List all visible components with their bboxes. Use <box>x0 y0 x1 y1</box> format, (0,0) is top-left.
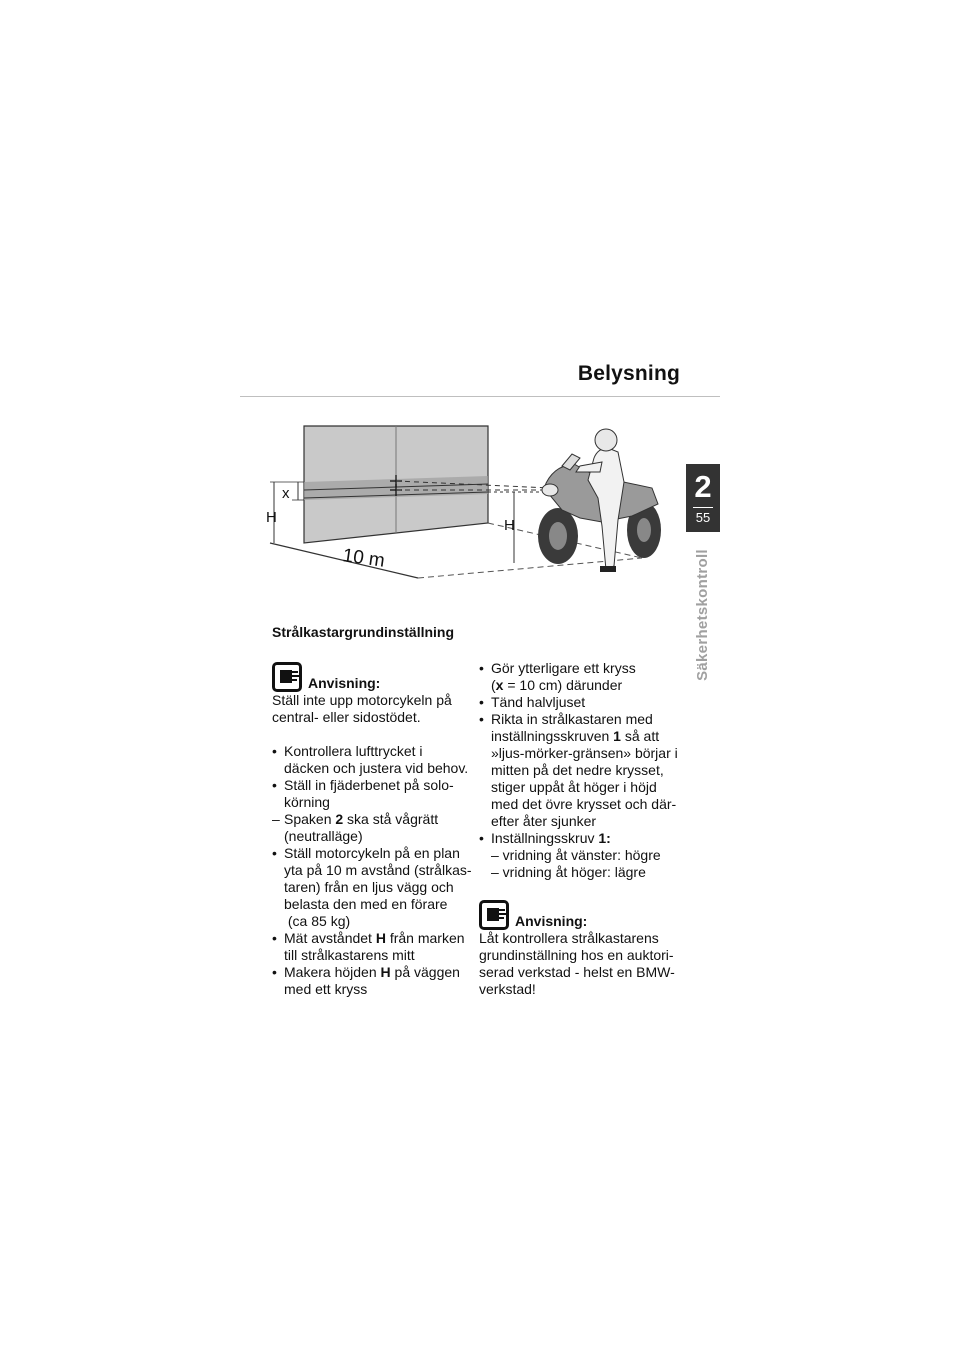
list-item: • Kontrollera lufttrycket i däcken och justera vid behov. <box>272 743 469 776</box>
label-h-left: H <box>266 509 277 526</box>
note-header <box>479 898 694 930</box>
chapter-number: 2 <box>694 469 712 504</box>
list-item: • Tänd halvljuset <box>479 694 586 710</box>
chapter-side-label: Säkerhetskontroll <box>694 549 711 681</box>
note-hand-icon <box>272 662 302 692</box>
page-title: Belysning <box>577 362 680 385</box>
list-item: • Mät avståndet H från marken till strålkastarens mitt <box>272 930 465 963</box>
rider-arm <box>576 462 602 472</box>
list-item: • Inställningsskruv 1: – vridning åt vänster: högre – vridning åt höger: lägre <box>479 830 661 880</box>
note-title: Anvisning: <box>515 913 588 929</box>
left-column <box>272 660 472 998</box>
note-header <box>272 660 472 692</box>
title-divider <box>240 396 720 397</box>
note-text: Ställ inte upp motorcykeln på central- eller sidostödet. <box>272 692 452 725</box>
rider-helmet <box>595 429 617 451</box>
list-item: • Makera höjden H på väggen med ett kryss <box>272 964 460 997</box>
chapter-divider <box>693 507 713 508</box>
label-distance: 10 m <box>341 545 387 572</box>
list-item: • Ställ motorcykeln på en plan yta på 10 m avstånd (strålkas- taren) från en ljus vägg och belasta den med en förare (ca 85 kg) <box>272 845 472 929</box>
page-number: 55 <box>695 510 711 525</box>
note-hand-icon <box>479 900 509 930</box>
list-item: – Spaken 2 ska stå vågrätt (neutralläge) <box>272 811 439 844</box>
headlight <box>542 484 558 496</box>
label-x: x <box>282 485 290 502</box>
label-h-right: H <box>504 517 515 534</box>
section-heading: Strålkastargrundinställning <box>272 624 455 640</box>
motorcycle-with-rider <box>538 429 661 572</box>
note-title: Anvisning: <box>308 675 381 691</box>
list-item: • Gör ytterligare ett kryss (x = 10 cm) därunder <box>479 660 636 693</box>
list-item: • Rikta in strålkastaren med inställningsskruven 1 så att »ljus-mörker-gränsen» börjar i mitten på det nedre krysset, stiger uppåt åt höger i höjd med det övre krysset och där- efter åter sjunker <box>479 711 678 829</box>
list-item: • Ställ in fjäderbenet på solo- körning <box>272 777 454 810</box>
note-text: Låt kontrollera strålkastarens grundinställning hos en auktori- serad verkstad - helst en BMW- verkstad! <box>479 930 675 997</box>
right-column <box>479 660 694 998</box>
headlight-adjustment-diagram <box>262 418 662 590</box>
